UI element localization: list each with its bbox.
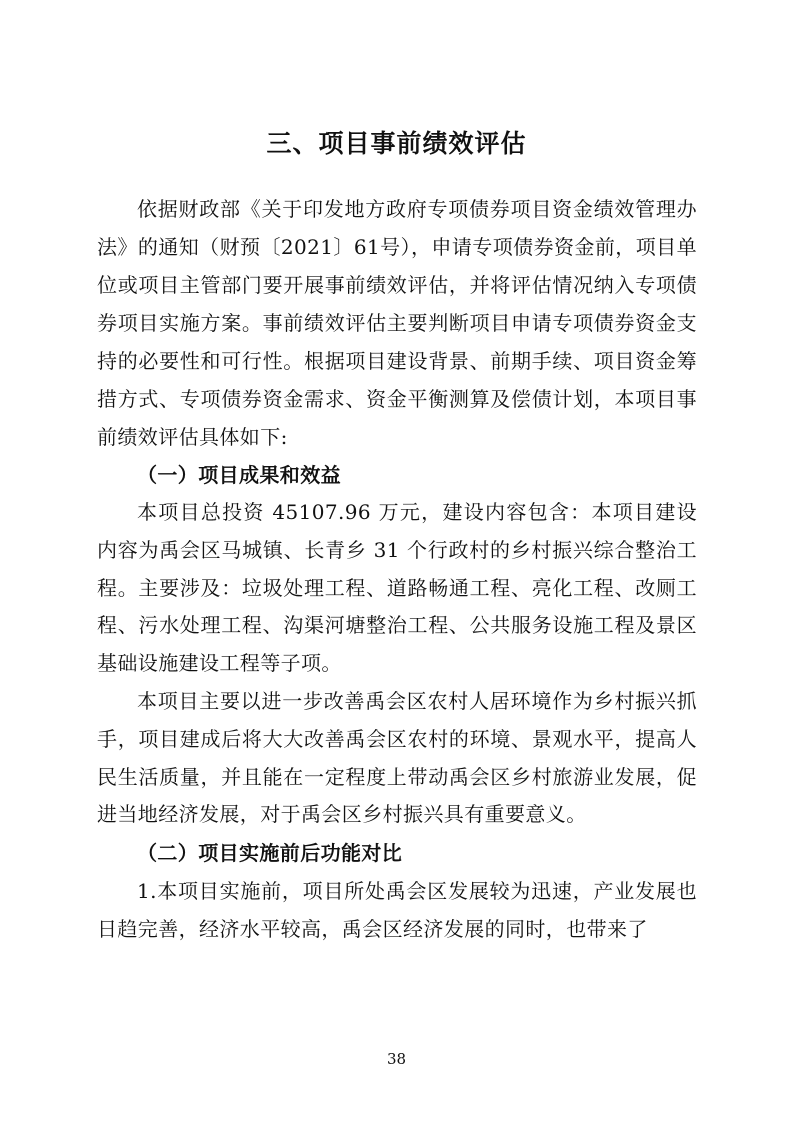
page-title: 三、项目事前绩效评估: [266, 129, 527, 158]
section-heading-results-benefits: （一）项目成果和效益: [137, 463, 341, 487]
paragraph-basis: 依据财政部《关于印发地方政府专项债券项目资金绩效管理办法》的通知（财预〔2021〕61号），申请专项债券资金前，项目单位或项目主管部门要开展事前绩效评估，并将评估情况纳入专项债券项目实施方案。事前绩效评估主要判断项目申请专项债券资金支持的必要性和可行性。根据项目建设背景、前期手续、项目资金筹措方式、专项债券资金需求、资金平衡测算及偿债计划，本项目事前绩效评估具体如下:: [97, 197, 697, 449]
section-heading-function-comparison: （二）项目实施前后功能对比: [137, 841, 403, 866]
document-body: [97, 190, 697, 948]
page-number: 38: [386, 1050, 407, 1068]
paragraph-impact: 本项目主要以进一步改善禹会区农村人居环境作为乡村振兴抓手，项目建成后将大大改善禹会区农村的环境、景观水平，提高人民生活质量，并且能在一定程度上带动禹会区乡村旅游业发展，促进当地经济发展，对于禹会区乡村振兴具有重要意义。: [97, 688, 697, 827]
paragraph-investment: 本项目总投资 45107.96 万元，建设内容包含：本项目建设内容为禹会区马城镇、长青乡 31 个行政村的乡村振兴综合整治工程。主要涉及：垃圾处理工程、道路畅通工程、亮化工程、改厕工程、污水处理工程、沟渠河塘整治工程、公共服务设施工程及景区基础设施建设工程等子项。: [97, 500, 697, 676]
paragraph-before-implementation: 1.本项目实施前，项目所处禹会区发展较为迅速，产业发展也日趋完善，经济水平较高，禹会区经济发展的同时，也带来了: [97, 879, 697, 942]
